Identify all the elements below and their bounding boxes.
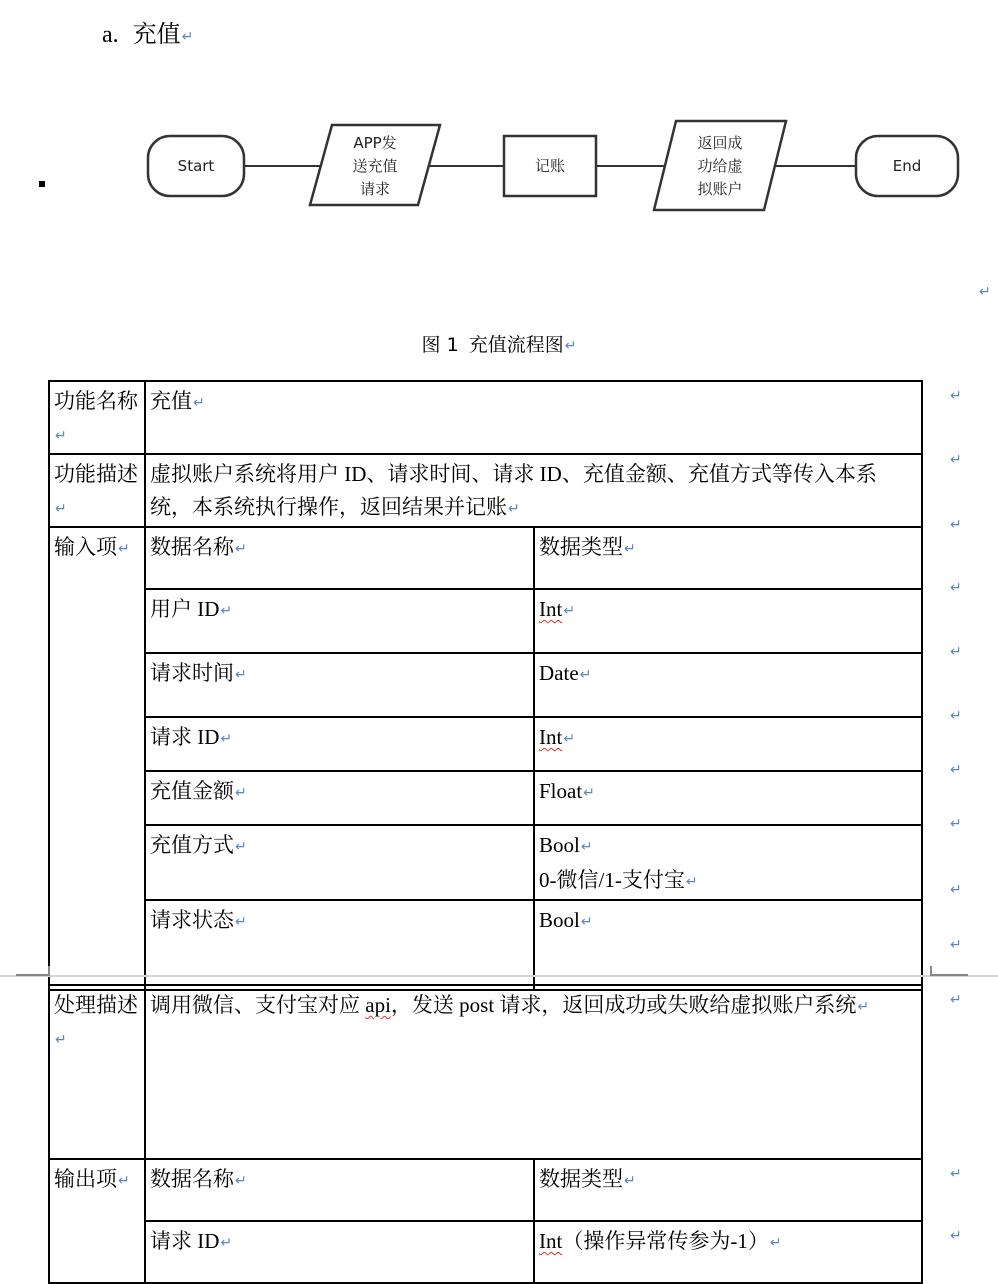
- spec-table-1: [48, 380, 923, 991]
- row-end-mark: ↵: [950, 644, 962, 660]
- func-name-label: 功能名称↵: [49, 381, 145, 454]
- row-end-mark: ↵: [950, 517, 962, 533]
- output-header-name: 数据名称↵: [145, 1159, 534, 1221]
- row-end-mark: ↵: [950, 388, 962, 404]
- output-name: 请求 ID↵: [145, 1221, 534, 1283]
- node-app-text-2: 送充值: [352, 157, 398, 175]
- caption-label: 图 1: [421, 334, 459, 356]
- node-return-text-2: 功给虚: [697, 157, 743, 175]
- table-row: [49, 1159, 922, 1221]
- row-end-mark: ↵: [950, 816, 962, 832]
- node-app-text-3: 请求: [359, 180, 391, 198]
- paragraph-mark-icon: ↵: [181, 29, 194, 45]
- input-name: 请求时间↵: [145, 653, 534, 717]
- input-label: 输入项↵: [49, 527, 145, 990]
- process-label: 处理描述↵: [49, 985, 145, 1159]
- row-end-mark: ↵: [950, 882, 962, 898]
- heading-number: a.: [102, 22, 119, 48]
- table-row: [49, 589, 922, 653]
- table-row: [49, 771, 922, 825]
- input-type-note: 0-微信/1-支付宝: [539, 868, 685, 892]
- output-type: Int（操作异常传参为-1）↵: [534, 1221, 922, 1283]
- page-break-line: [0, 975, 998, 977]
- row-end-mark: ↵: [950, 1228, 962, 1244]
- input-name: 用户 ID↵: [145, 589, 534, 653]
- figure-caption: [0, 330, 998, 357]
- row-end-mark: ↵: [950, 992, 962, 1008]
- row-end-mark: ↵: [950, 762, 962, 778]
- output-label: 输出项↵: [49, 1159, 145, 1283]
- paragraph-mark-icon: ↵: [564, 338, 577, 354]
- input-name: 请求状态↵: [145, 900, 534, 990]
- paragraph-mark-icon: ↵: [979, 284, 991, 300]
- process-value: 调用微信、支付宝对应 api，发送 post 请求，返回成功或失败给虚拟账户系统↵: [145, 985, 922, 1159]
- func-desc-value: 虚拟账户系统将用户 ID、请求时间、请求 ID、充值金额、充值方式等传入本系统，本系统执行操作，返回结果并记账↵: [145, 454, 922, 527]
- node-return-text-3: 拟账户: [697, 180, 743, 198]
- input-type: Bool↵ 0-微信/1-支付宝↵: [534, 825, 922, 900]
- input-type: Bool↵: [534, 900, 922, 990]
- page-corner-mark: [16, 966, 50, 976]
- table-row: [49, 527, 922, 589]
- input-name: 充值方式↵: [145, 825, 534, 900]
- caption-text: 充值流程图: [468, 334, 564, 356]
- func-name-value: 充值↵: [145, 381, 922, 454]
- row-end-mark: ↵: [950, 937, 962, 953]
- table-row: [49, 653, 922, 717]
- row-end-mark: ↵: [950, 1166, 962, 1182]
- table-row: [49, 717, 922, 771]
- node-ledger-text: 记账: [534, 157, 566, 175]
- input-type: Int↵: [534, 717, 922, 771]
- input-type: Int↵: [534, 589, 922, 653]
- table-row: [49, 985, 922, 1159]
- input-type: Date↵: [534, 653, 922, 717]
- input-type: Float↵: [534, 771, 922, 825]
- output-header-type: 数据类型↵: [534, 1159, 922, 1221]
- node-return-text-1: 返回成: [697, 134, 743, 152]
- row-end-mark: ↵: [950, 580, 962, 596]
- input-name: 请求 ID↵: [145, 717, 534, 771]
- node-end-text: End: [892, 157, 922, 175]
- row-end-mark: ↵: [950, 708, 962, 724]
- input-name: 充值金额↵: [145, 771, 534, 825]
- page-corner-mark: [930, 966, 968, 976]
- spec-table-2: [48, 984, 923, 1284]
- table-row: [49, 381, 922, 454]
- row-end-mark: ↵: [950, 452, 962, 468]
- func-desc-label: 功能描述↵: [49, 454, 145, 527]
- table-row: [49, 1221, 922, 1283]
- node-start-text: Start: [177, 157, 215, 175]
- table-row: [49, 825, 922, 900]
- heading-title: 充值: [132, 22, 181, 48]
- recharge-flowchart: [0, 0, 998, 260]
- table-row: [49, 454, 922, 527]
- input-header-type: 数据类型↵: [534, 527, 922, 589]
- input-header-name: 数据名称↵: [145, 527, 534, 589]
- node-app-text-1: APP发: [353, 134, 397, 152]
